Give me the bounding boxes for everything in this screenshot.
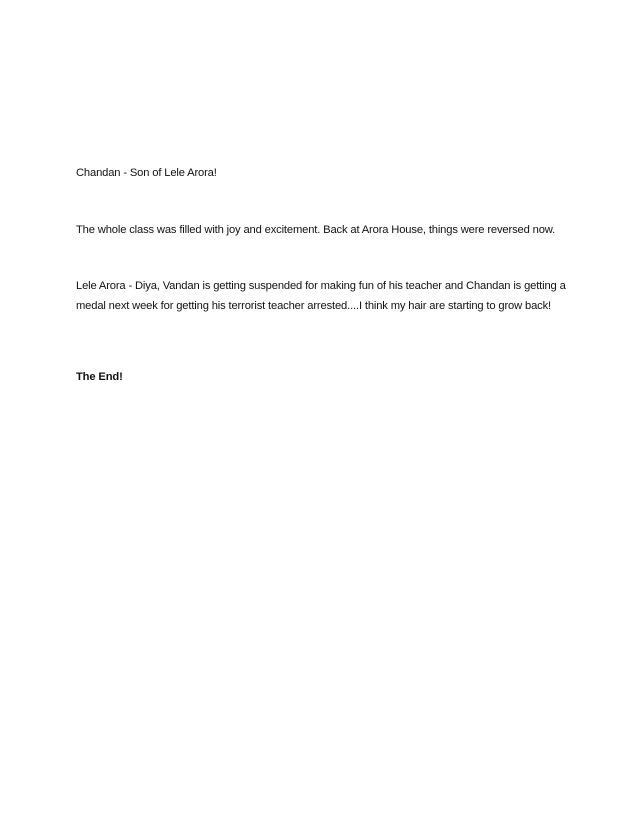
paragraph: The whole class was filled with joy and excitement. Back at Arora House, things were reversed now. (76, 224, 556, 236)
story-ending: The End! (76, 371, 123, 383)
story-title: Chandan - Son of Lele Arora! (76, 167, 217, 179)
paragraph: Lele Arora - Diya, Vandan is getting suspended for making fun of his teacher and Chandan is getting a medal next week for getting his terrorist teacher arrested....I think my hair are starting to grow back! (76, 280, 566, 312)
